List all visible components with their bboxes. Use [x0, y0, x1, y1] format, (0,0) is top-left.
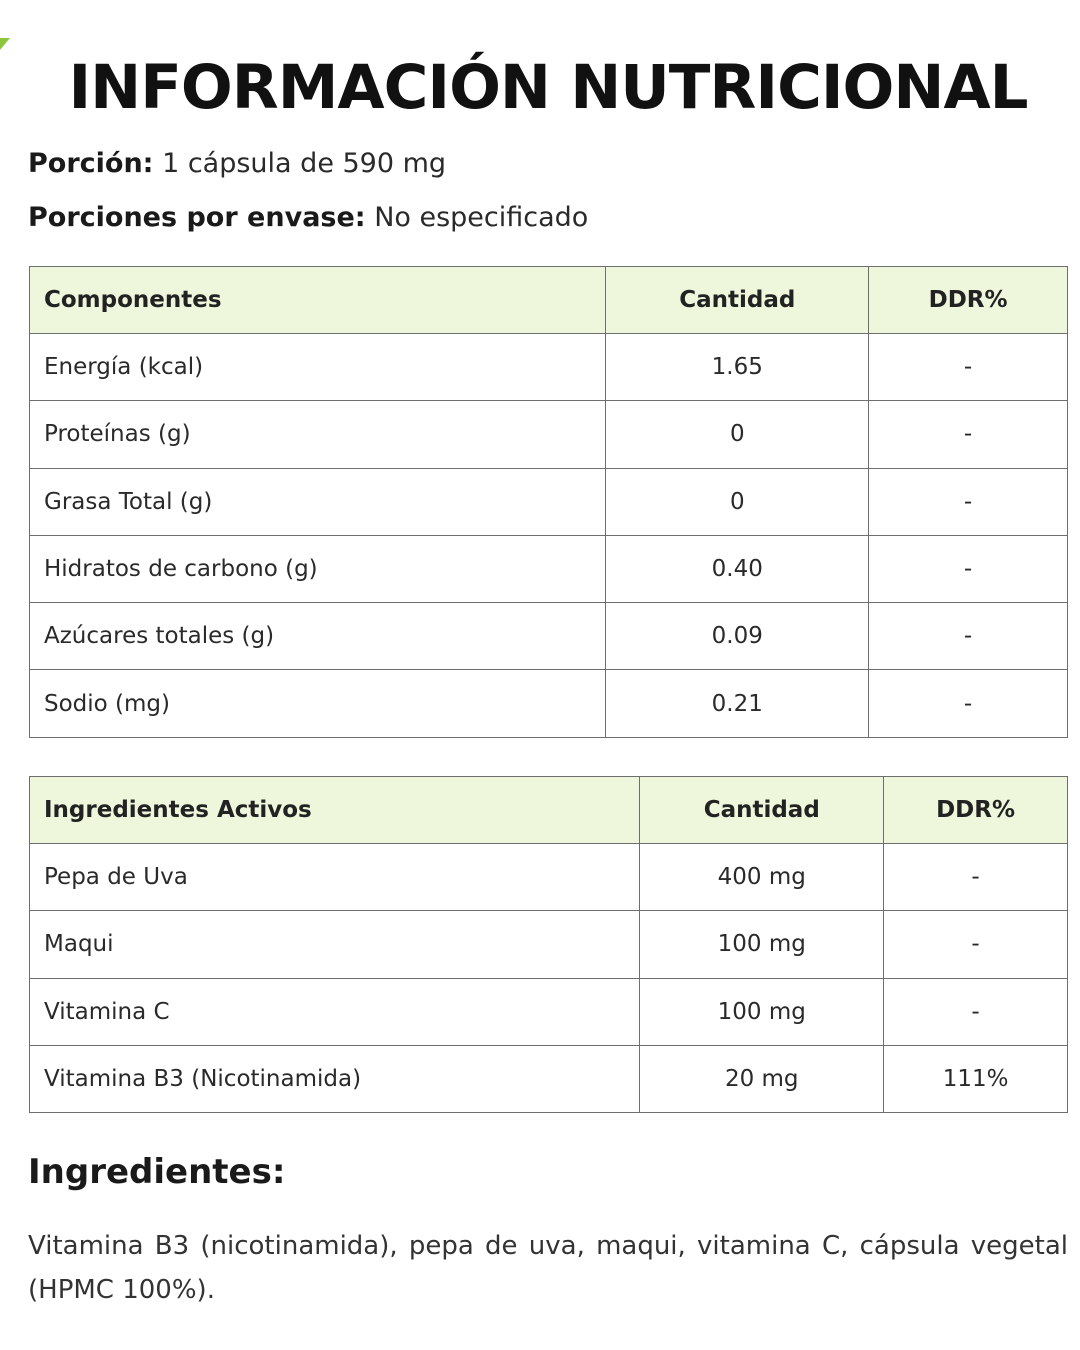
component-ddr: -: [869, 603, 1068, 670]
component-amount: 0: [606, 401, 869, 468]
component-ddr: -: [869, 334, 1068, 401]
component-name: Proteínas (g): [30, 401, 606, 468]
table-row: [30, 401, 1068, 468]
portion-value: 1 cápsula de 590 mg: [162, 148, 447, 179]
components-header-amount: Cantidad: [606, 267, 869, 334]
active-ddr: -: [884, 911, 1068, 978]
component-amount: 0.09: [606, 603, 869, 670]
components-header-name: Componentes: [30, 267, 606, 334]
active-header-amount: Cantidad: [640, 777, 884, 844]
active-name: Pepa de Uva: [30, 844, 640, 911]
servings-label: Porciones por envase:: [28, 202, 366, 233]
component-amount: 0: [606, 468, 869, 535]
component-ddr: -: [869, 670, 1068, 737]
active-ddr: 111%: [884, 1045, 1068, 1112]
ingredients-heading: Ingredientes:: [28, 1152, 286, 1192]
ingredients-text: Vitamina B3 (nicotinamida), pepa de uva, maqui, vitamina C, cápsula vegetal (HPMC 100%).: [28, 1231, 1068, 1305]
component-name: Azúcares totales (g): [30, 603, 606, 670]
active-amount: 100 mg: [640, 911, 884, 978]
active-amount: 100 mg: [640, 978, 884, 1045]
active-header-row: [30, 777, 1068, 844]
component-name: Energía (kcal): [30, 334, 606, 401]
servings-line: [28, 200, 588, 236]
page-title: INFORMACIÓN NUTRICIONAL: [68, 52, 1028, 123]
table-row: [30, 844, 1068, 911]
table-row: [30, 603, 1068, 670]
active-name: Maqui: [30, 911, 640, 978]
component-ddr: -: [869, 535, 1068, 602]
table-row: [30, 1045, 1068, 1112]
active-header-name: Ingredientes Activos: [30, 777, 640, 844]
component-amount: 0.21: [606, 670, 869, 737]
active-ddr: -: [884, 844, 1068, 911]
component-name: Sodio (mg): [30, 670, 606, 737]
portion-label: Porción:: [28, 148, 154, 179]
active-ingredients-table: [29, 776, 1068, 1113]
table-row: [30, 670, 1068, 737]
active-name: Vitamina C: [30, 978, 640, 1045]
components-header-ddr: DDR%: [869, 267, 1068, 334]
servings-value: No especificado: [374, 202, 589, 233]
active-ddr: -: [884, 978, 1068, 1045]
component-amount: 0.40: [606, 535, 869, 602]
component-ddr: -: [869, 401, 1068, 468]
active-name: Vitamina B3 (Nicotinamida): [30, 1045, 640, 1112]
component-ddr: -: [869, 468, 1068, 535]
table-row: [30, 911, 1068, 978]
table-row: [30, 468, 1068, 535]
component-name: Hidratos de carbono (g): [30, 535, 606, 602]
components-table: [29, 266, 1068, 738]
component-name: Grasa Total (g): [30, 468, 606, 535]
components-header-row: [30, 267, 1068, 334]
active-amount: 400 mg: [640, 844, 884, 911]
table-row: [30, 334, 1068, 401]
corner-leaf-decoration: [0, 38, 10, 50]
table-row: [30, 535, 1068, 602]
active-header-ddr: DDR%: [884, 777, 1068, 844]
table-row: [30, 978, 1068, 1045]
active-amount: 20 mg: [640, 1045, 884, 1112]
component-amount: 1.65: [606, 334, 869, 401]
portion-line: [28, 146, 446, 182]
